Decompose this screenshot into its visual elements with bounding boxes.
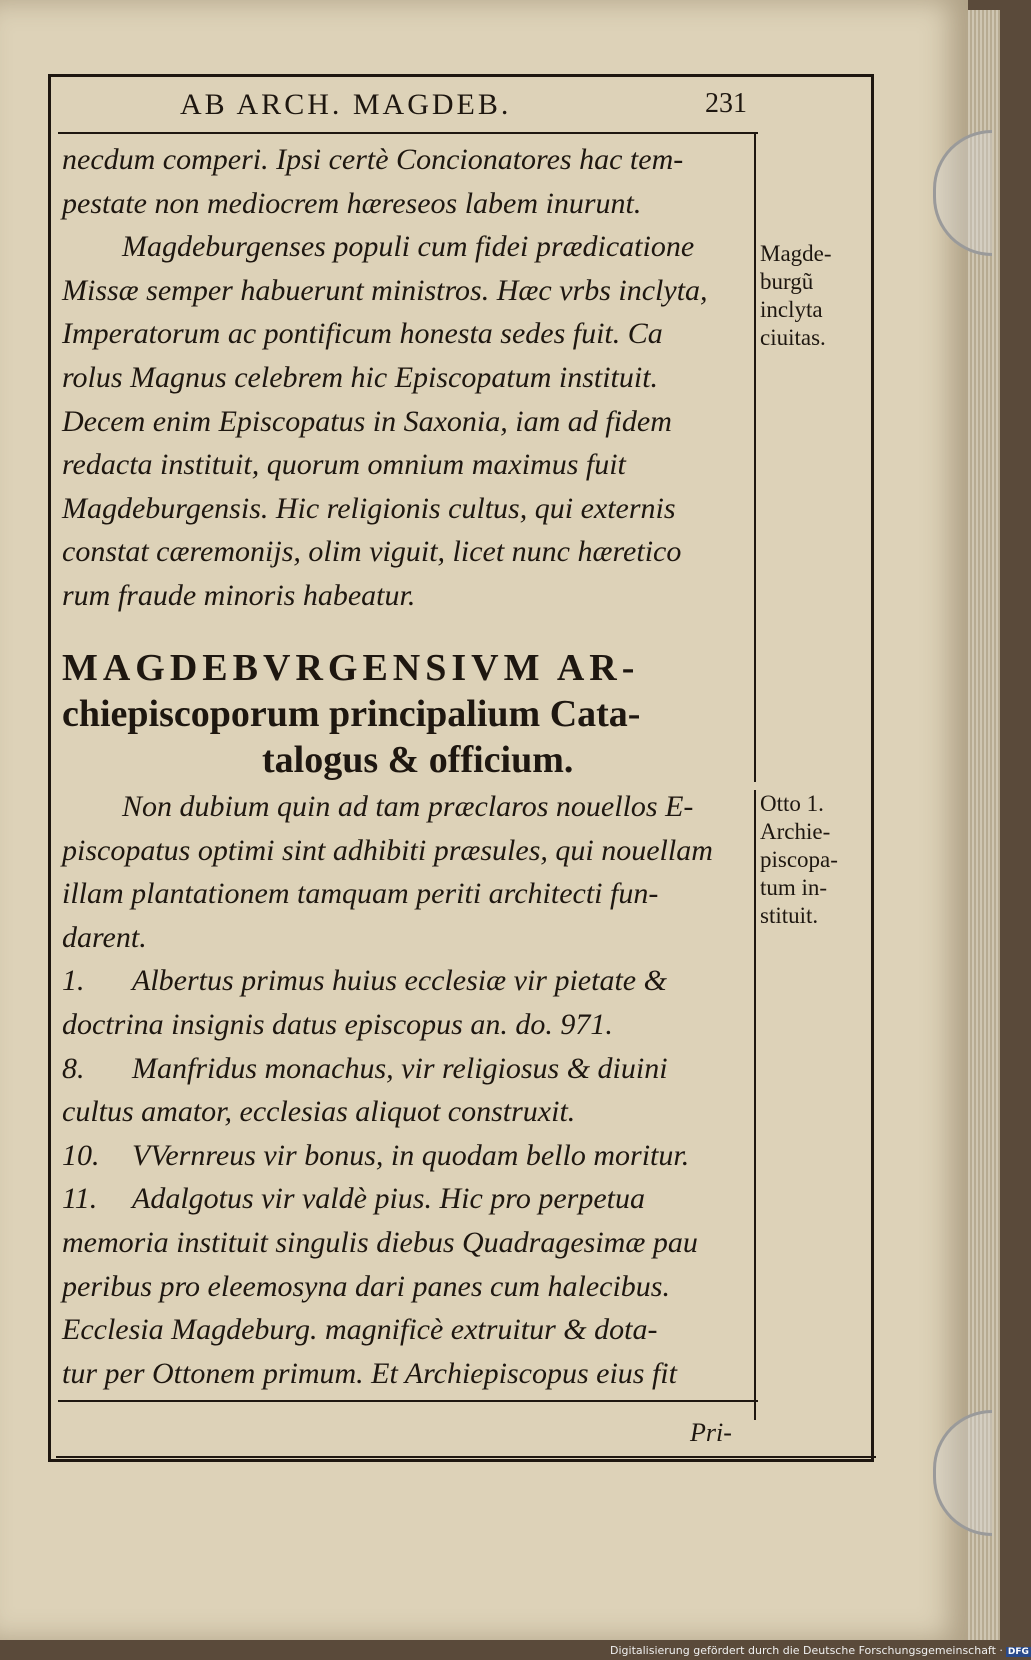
body-text-upper (62, 138, 754, 618)
digitization-credit (610, 1644, 1031, 1657)
section-title-line-2: chiepiscoporum principalium Cata- (62, 693, 641, 735)
list-number: 1. (62, 964, 85, 998)
section-title-line-1: MAGDEBVRGENSIVM AR- (62, 647, 640, 689)
list-text: Albertus primus huius ecclesiæ vir pietate & doctrina insignis datus episcopus an. do. 971. (62, 964, 667, 1041)
list-text: VVernreus vir bonus, in quodam bello moritur. (132, 1138, 690, 1172)
list-item (62, 1047, 754, 1134)
footer-rule (58, 1400, 758, 1402)
running-head: AB ARCH. MAGDEB. (180, 88, 512, 121)
credit-text: Digitalisierung gefördert durch die Deutsche Forschungsgemeinschaft · (610, 1644, 1003, 1657)
catchword: Pri- (690, 1418, 732, 1447)
body-text-lower (62, 785, 754, 1395)
margin-rule-upper (754, 132, 756, 782)
margin-rule-lower (754, 790, 756, 1420)
list-item (62, 959, 754, 1046)
section-title-line-3: talogus & officium. (262, 739, 574, 781)
paragraph-magdeburg: Magdeburgenses populi cum fidei prædicatione Missæ semper habuerunt ministros. Hæc vrbs inclyta, Imperatorum ac pontificum honesta sedes fuit. Ca rolus Magnus celebrem hic Episcopatum instituit. Decem enim Episcopatus in Saxonia, iam ad fidem redacta instituit, quorum omnium maximus fuit Magdeburgensis. Hic religionis cultus, qui externis constat cæremonijs, olim viguit, licet nunc hæretico rum fraude minoris habeatur. (62, 230, 708, 612)
list-text: Manfridus monachus, vir religiosus & diuini cultus amator, ecclesias aliquot construxit. (62, 1051, 668, 1129)
dfg-logo: DFG (1007, 1647, 1029, 1657)
list-item (62, 1177, 754, 1395)
paragraph-intro: Non dubium quin ad tam præclaros nouellos E- piscopatus optimi sint adhibiti præsules, qui nouellam illam plantationem tamquam periti architecti fun- darent. (62, 790, 713, 954)
margin-note-otto: Otto 1. Archie- piscopa- tum in- stituit. (760, 791, 838, 928)
margin-note-magdeburg: Magde- burgũ inclyta ciuitas. (760, 241, 832, 350)
list-item (62, 1134, 754, 1178)
list-number: 10. (62, 1138, 100, 1172)
header-rule (58, 132, 758, 134)
bottom-rule (56, 1456, 876, 1458)
archbishop-list (62, 959, 754, 1395)
paragraph-continuation: necdum comperi. Ipsi certè Concionatores hac tem- pestate non mediocrem hæreseos labem inurunt. (62, 143, 684, 220)
section-title (62, 645, 752, 783)
list-text: Adalgotus vir valdè pius. Hic pro perpetua memoria instituit singulis diebus Quadragesimæ pau peribus pro eleemosyna dari panes cum halecibus. Ecclesia Magdeburg. magnificè extruitur & dota- tur per Ottonem primum. Et Archiepiscopus eius fit (62, 1182, 698, 1390)
page-number: 231 (705, 88, 747, 119)
list-number: 8. (62, 1051, 85, 1085)
list-number: 11. (62, 1182, 98, 1216)
